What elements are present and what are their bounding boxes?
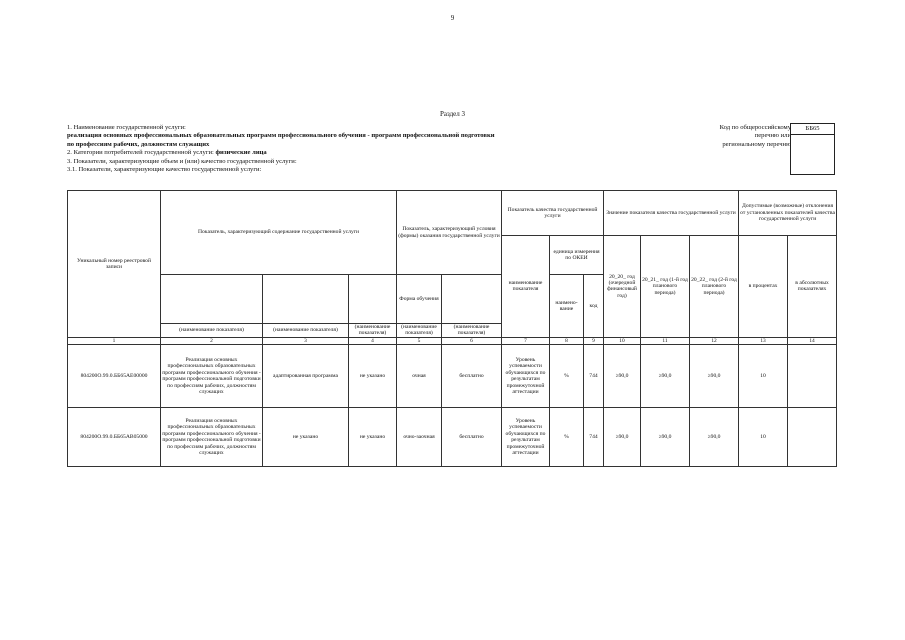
registry-code-box [790,123,835,175]
header-content-blank-1 [161,275,263,324]
quality-indicators-title: 3.1. Показатели, характеризующие качество государственной услуги: [67,166,262,174]
header-name-5: (наименование показателя) [442,324,502,338]
header-unit-code: код [584,275,604,338]
header-name-4: (наименование показателя) [397,324,442,338]
service-name-line1: реализация основных профессиональных образовательных программ профессионального обучения - программ профессиональной подготовки [67,132,495,140]
header-year-2: 20_21_ год (1-й год планового периода) [641,236,690,338]
header-content-indicator: Показатель, характеризующий содержание государственной услуги [161,191,397,275]
header-absolute: в абсолютных показателях [788,236,837,338]
header-quality-values: Значение показателя качества государственной услуги [604,191,739,236]
column-index-row: 1 2 3 4 5 6 7 8 9 10 11 12 13 14 [68,337,837,344]
table-row: 804200О.99.0.ББ65АВ05000 Реализация основных профессиональных образовательных программ профессионального обучения - программ профессиональной подготовки по профессиям рабочих, должностям служащих не указано не указано очно-заочная бесплатно Уровень успеваемости обучающихся по результатам промежуточной аттестации % 744 ≥90,0 ≥90,0 ≥90,0 10 [68,408,837,467]
header-form: Форма обучения [397,275,442,324]
header-content-blank-2 [263,275,349,324]
registry-code-label: Код по общероссийскому перечню или региональному перечню [719,124,791,148]
registry-code-divider [791,134,834,135]
service-name-line2: по профессиям рабочих, должностям служащих [67,140,210,148]
header-unit: единица измерения по ОКЕИ [550,236,604,275]
indicators-title: 3. Показатели, характеризующие объем и (или) качество государственной услуги: [67,157,297,165]
header-quality-indicator: Показатель качества государственной услуги [502,191,604,236]
header-quality-name: наименование показателя [502,236,550,338]
page-number: 9 [450,14,455,22]
header-year-3: 20_22_ год (2-й год планового периода) [690,236,739,338]
section-title: Раздел 3 [439,110,466,118]
header-deviation: Допустимые (возможные) отклонения от установленных показателей качества государственной услуги [739,191,837,236]
registry-code-value: ББ65 [805,125,820,132]
consumer-category: 2. Категории потребителей государственной услуги: физические лица [67,149,267,157]
service-name-label: 1. Наименование государственной услуги: [67,124,186,131]
header-unit-name: наимено-вание [550,275,584,338]
service-header [67,124,707,174]
quality-indicators-table [67,190,837,467]
header-percent: в процентах [739,236,788,338]
header-conditions-blank [442,275,502,324]
table-row: 804200О.99.0.ББ65АЕ00000 Реализация основных профессиональных образовательных программ профессионального обучения - программ профессиональной подготовки по профессиям рабочих, должностям служащих адаптированная программа не указано очная бесплатно Уровень успеваемости обучающихся по результатам промежуточной аттестации % 744 ≥90,0 ≥90,0 ≥90,0 10 [68,345,837,408]
header-name-1: (наименование показателя) [161,324,263,338]
header-content-blank-3 [349,275,397,324]
header-name-2: (наименование показателя) [263,324,349,338]
header-conditions-indicator: Показатель, характеризующий условия (формы) оказания государственной услуги [397,191,502,275]
header-unique-number: Уникальный номер реестровой записи [68,191,161,338]
header-year-1: 20_20_ год (очередной финансовый год) [604,236,641,338]
header-name-3: (наименование показателя) [349,324,397,338]
